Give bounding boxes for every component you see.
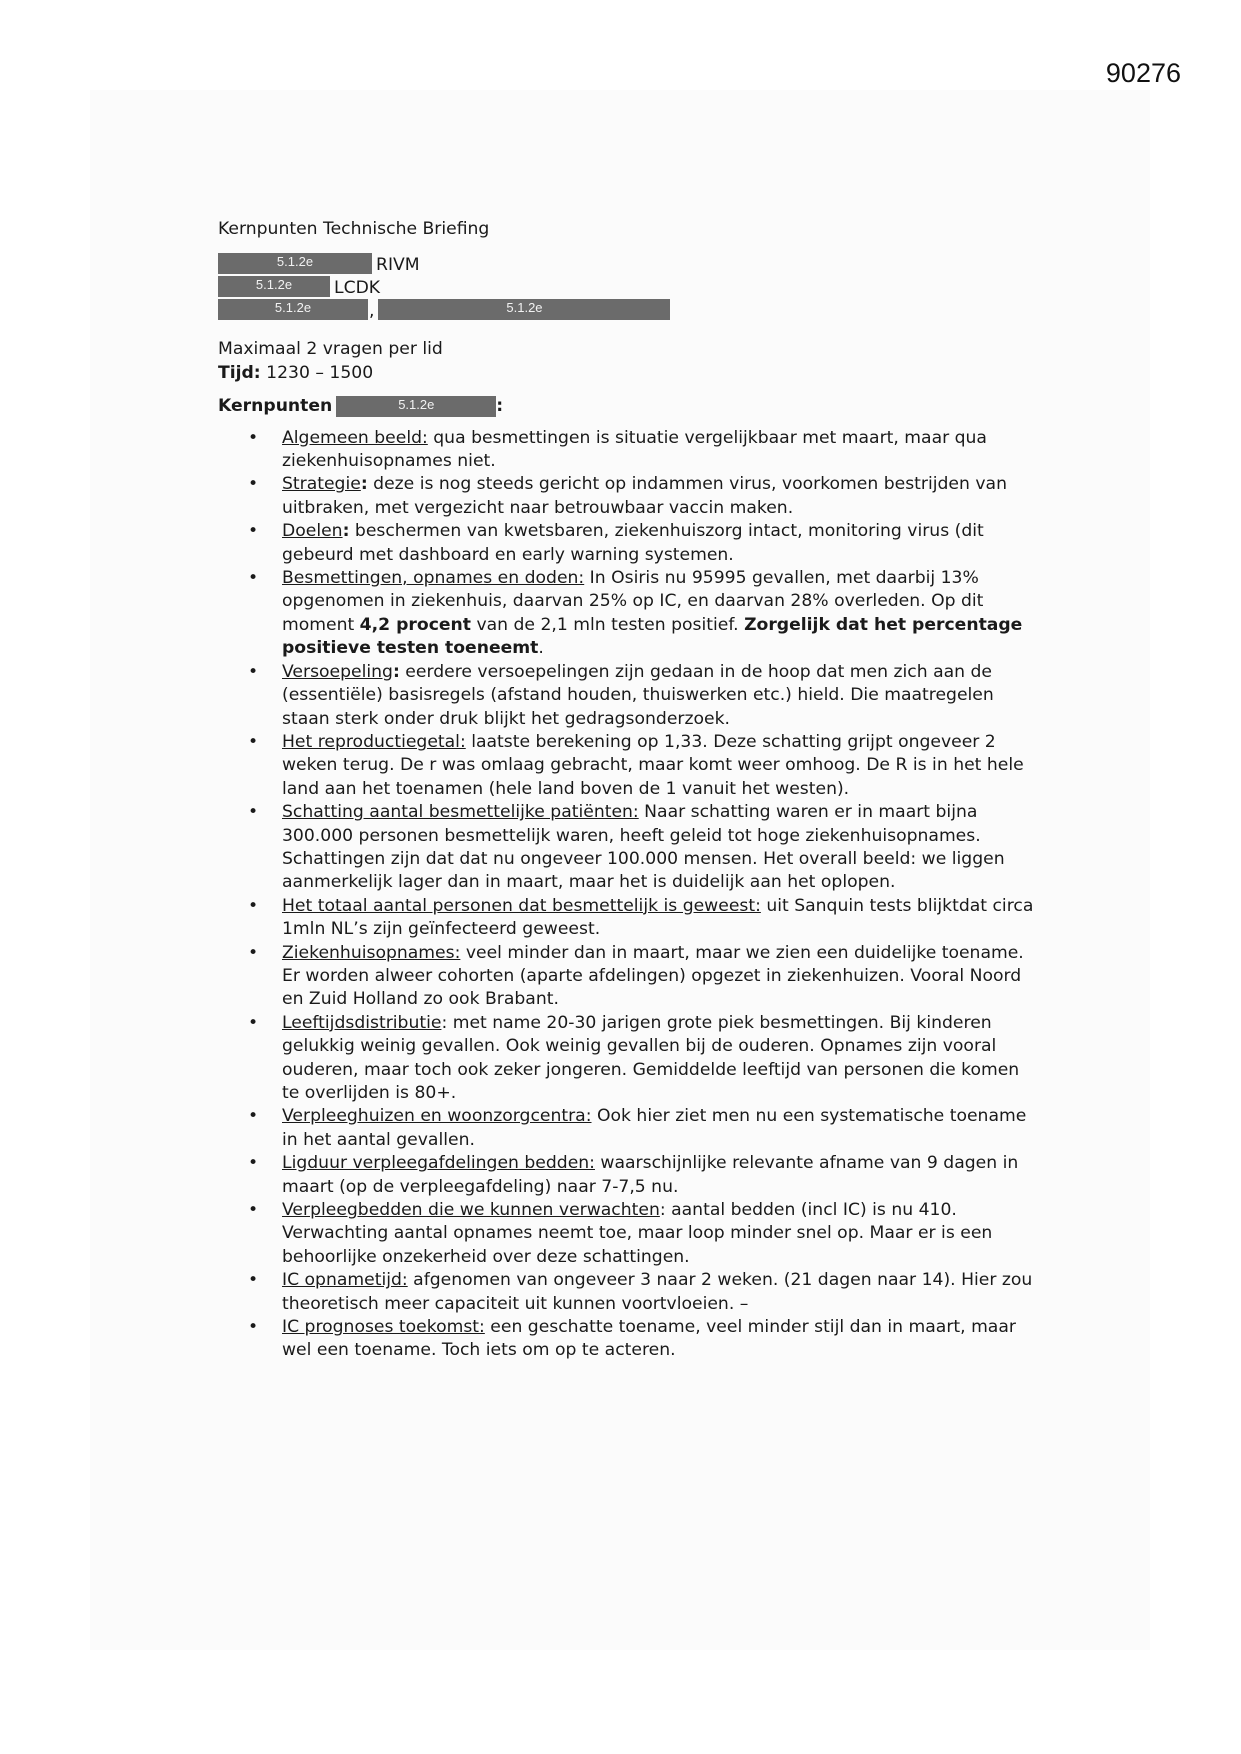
list-item [282, 942, 1038, 1012]
item-bold-text: 4,2 procent [359, 614, 471, 635]
item-text: Naar schatting waren er in maart bijna 300.000 personen besmettelijk waren, heeft geleid tot hoge ziekenhuisopnames. Schattingen zijn dat dat nu ongeveer 100.000 mensen. Het overall beeld: we liggen aanmerkelijk lager dan in maart, maar het is duidelijk aan het oplopen. [282, 802, 1005, 893]
list-item [282, 801, 1038, 895]
item-text: In Osiris nu 95995 gevallen, met daarbij 13% opgenomen in ziekenhuis, daarvan 25% op IC, en daarvan 28% overleden. Op dit moment [282, 568, 984, 635]
kernpunten-label: Kernpunten [218, 396, 333, 417]
item-text: beschermen van kwetsbaren, ziekenhuiszorg intact, monitoring virus (dit gebeurd met dashboard en early warning systemen. [282, 521, 984, 565]
list-item [282, 520, 1038, 567]
item-separator: : [659, 1200, 666, 1221]
item-heading: IC opnametijd: [282, 1270, 408, 1291]
attendee-separator: , [369, 301, 375, 322]
list-item [282, 1199, 1038, 1269]
item-heading: Strategie [282, 474, 361, 495]
item-heading: Ligduur verpleegafdelingen bedden: [282, 1153, 595, 1174]
item-text: uit Sanquin tests blijktdat circa 1mln NL’s zijn geïnfecteerd geweest. [282, 895, 1034, 940]
list-item [282, 731, 1038, 801]
time-label: Tijd: [218, 362, 261, 383]
item-text: . [538, 638, 544, 659]
list-item [282, 473, 1038, 520]
redaction-block: 5.1.2e [218, 253, 372, 274]
item-text: laatste berekening op 1,33. Deze schatting grijpt ongeveer 2 weken terug. De r was omlaag gebracht, maar komt weer omhoog. De R is in het hele land aan het toenamen (hele land boven de 1 vanuit het westen). [282, 731, 1024, 799]
attendee-org: RIVM [376, 255, 420, 276]
item-heading: Algemeen beeld: [282, 427, 428, 448]
list-item [282, 1316, 1038, 1363]
list-item [282, 661, 1038, 731]
item-heading: Versoepeling [282, 661, 393, 682]
attendee-list [218, 253, 1038, 322]
item-heading: Het totaal aantal personen dat besmettelijk is geweest: [282, 895, 761, 916]
item-text: aantal bedden (incl IC) is nu 410. Verwachting aantal opnames neemt toe, maar loop minder snel op. Maar er is een behoorlijke onzekerheid over deze schattingen. [282, 1200, 993, 1267]
redaction-block: 5.1.2e [378, 299, 670, 320]
attendee-row [218, 253, 1038, 276]
item-text: een geschatte toename, veel minder stijl dan in maart, maar wel een toename. Toch iets om op te acteren. [282, 1317, 1016, 1361]
item-text: veel minder dan in maart, maar we zien een duidelijke toename. Er worden alweer cohorten (aparte afdelingen) opgezet in ziekenhuizen. Vooral Noord en Zuid Holland zo ook Brabant. [282, 942, 1024, 1010]
item-heading: Besmettingen, opnames en doden: [282, 568, 585, 589]
max-questions: Maximaal 2 vragen per lid [218, 339, 443, 360]
kernpunten-heading [218, 395, 1038, 418]
document-number: 90276 [1105, 58, 1181, 88]
item-heading: Verpleegbedden die we kunnen verwachten [282, 1200, 660, 1221]
list-item [282, 1105, 1038, 1152]
kernpunten-list [218, 427, 1038, 1363]
item-heading: Verpleeghuizen en woonzorgcentra: [282, 1106, 592, 1127]
list-item [282, 567, 1038, 661]
item-text: waarschijnlijke relevante afname van 9 dagen in maart (op de verpleegafdeling) naar 7-7,5 nu. [282, 1153, 1019, 1197]
time-value: 1230 – 1500 [260, 362, 374, 383]
attendee-row [218, 276, 1038, 299]
redaction-block: 5.1.2e [336, 396, 496, 417]
item-separator: : [342, 521, 350, 542]
item-separator: : [441, 1012, 448, 1033]
list-item [282, 427, 1038, 474]
meeting-time [218, 362, 1038, 385]
item-text: qua besmettingen is situatie vergelijkbaar met maart, maar qua ziekenhuisopnames niet. [282, 427, 987, 472]
item-heading: Leeftijdsdistributie [282, 1012, 442, 1033]
list-item [282, 895, 1038, 942]
redaction-block: 5.1.2e [218, 299, 368, 320]
kernpunten-colon: : [496, 396, 504, 417]
item-heading: IC prognoses toekomst: [282, 1317, 485, 1338]
item-separator: : [360, 474, 368, 495]
item-text: eerdere versoepelingen zijn gedaan in de hoop dat men zich aan de (essentiële) basisregels (afstand houden, thuiswerken etc.) hield. Die maatregelen staan sterk onder druk blijkt het gedragsonderzoek. [282, 661, 994, 729]
item-text: van de 2,1 mln testen positief. [471, 614, 745, 635]
item-text: met name 20-30 jarigen grote piek besmettingen. Bij kinderen gelukkig weinig gevallen. Ook weinig gevallen bij de ouderen. Opnames zijn vooral ouderen, maar toch ook zeker jongeren. Gemiddelde leeftijd van personen die komen te overlijden is 80+. [282, 1012, 1020, 1103]
attendee-row [218, 299, 1038, 322]
item-heading: Doelen [282, 521, 343, 542]
item-bold-text: Zorgelijk dat het percentage positieve testen toeneemt [282, 614, 1023, 659]
list-item [282, 1269, 1038, 1316]
item-text: afgenomen van ongeveer 3 naar 2 weken. (21 dagen naar 14). Hier zou theoretisch meer capaciteit uit kunnen voortvloeien. – [282, 1270, 1033, 1314]
item-text: deze is nog steeds gericht op indammen virus, voorkomen bestrijden van uitbraken, met vergezicht naar betrouwbaar vaccin maken. [282, 474, 1007, 518]
item-heading: Het reproductiegetal: [282, 731, 466, 752]
document-body [218, 218, 1038, 1363]
document-title: Kernpunten Technische Briefing [218, 219, 490, 239]
item-heading: Schatting aantal besmettelijke patiënten: [282, 802, 639, 823]
meeting-meta [218, 338, 1038, 385]
attendee-org: LCDK [334, 278, 381, 299]
item-text: Ook hier ziet men nu een systematische toename in het aantal gevallen. [282, 1106, 1027, 1150]
list-item [282, 1012, 1038, 1106]
item-separator: : [392, 661, 400, 682]
item-heading: Ziekenhuisopnames: [282, 942, 461, 963]
list-item [282, 1152, 1038, 1199]
redaction-block: 5.1.2e [218, 276, 330, 297]
